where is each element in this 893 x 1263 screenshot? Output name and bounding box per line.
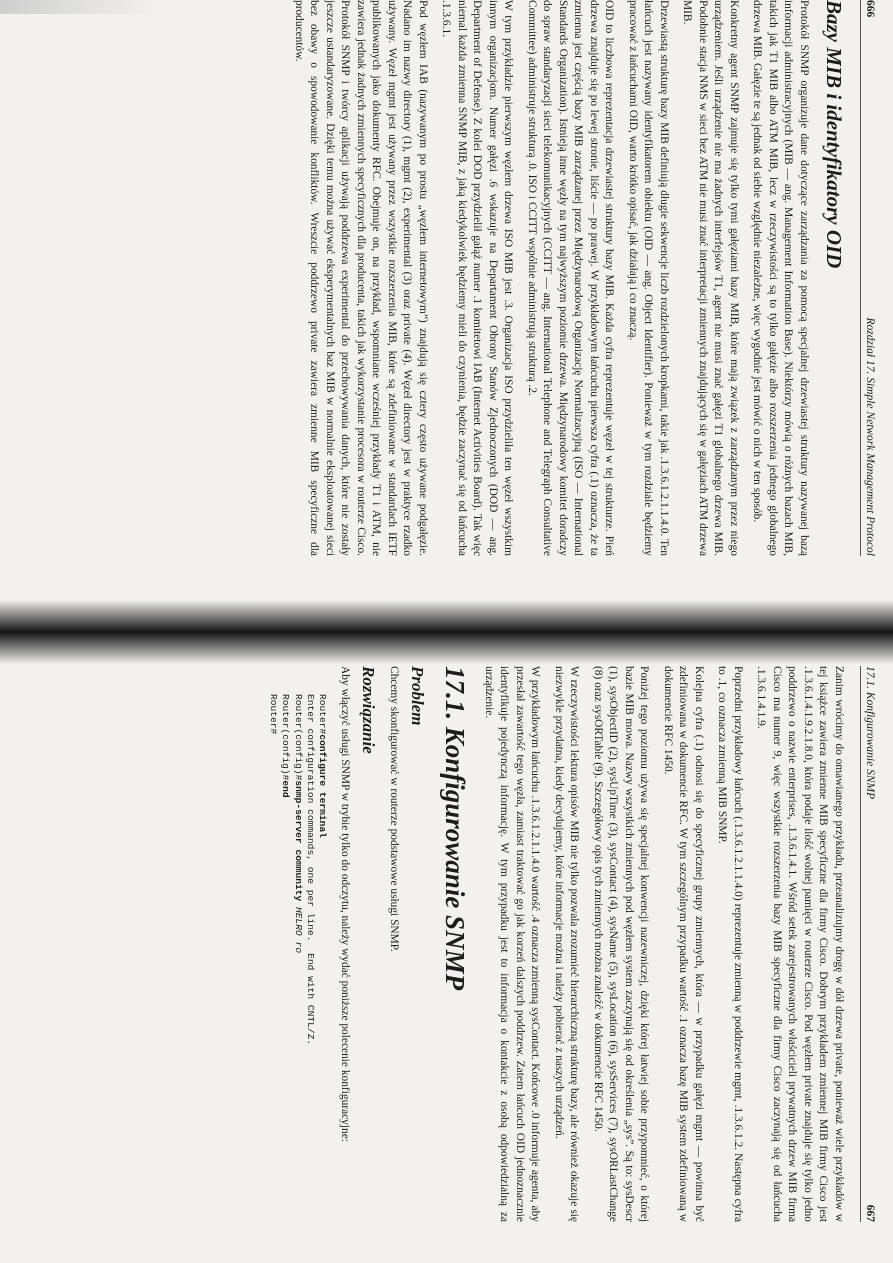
page-number: 667 <box>863 1204 876 1222</box>
code-line: Router# <box>267 694 279 735</box>
paragraph: Drzewiastą strukturę bazy MIB definiują długie sekwencje liczb rozdzielonych kropkami, takie jak .1.3.6.1.2.1.1.4.0. Ten łańcuch jest nazywany identyfikatorem obiektu (OID — ang. Object Identifier). Ponieważ w tym rozdziale będziemy pracować z łańcuchami OID, warto krótko opisać, jak działają i co znaczą. <box>626 0 670 556</box>
paragraph: Zanim wrócimy do omawianego przykładu, przeanalizujmy drogę w dół drzewa private, ponieważ wiele przykładów w tej książce zawiera zmienne MIB specyficzne dla firmy Cisco. Dobrym przykładem zmiennej MIB firmy Cisco jest .1.3.6.1.4.1.9.2.1.8.0, która podaje ilość wolnej pamięci w routerze Cisco. Pod węzłem private znajduje się tylko jedno poddrzewo o nazwie enterprises, .1.3.6.1.4.1. Wśród setek zarejestrowanych właścicieli prywatnych drzew MIB firma Cisco ma numer 9, więc wszystkie rozszerzenia bazy MIB specyficzne dla firmy Cisco zaczynają się od łańcucha .1.3.6.1.4.1.9. <box>755 666 845 1222</box>
running-header <box>860 666 876 1222</box>
page-667 <box>18 666 876 1222</box>
page-666 <box>18 0 876 556</box>
section-title: Bazy MIB i identyfikatory OID <box>821 0 846 269</box>
paragraph: Konkretny agent SNMP zajmuje się tylko tymi gałęziami bazy MIB, które mają związek z zarządzanym przez niego urządzeniem. Jeśli urządzenie nie ma żadnych interfejsów T1, agent nie musi znać gałęzi T1 globalnego drzewa MIB. Podobnie stacja NMS w sieci bez ATM nie musi znać interpretacji zmiennych znajdujących się w gałęziach ATM drzewa MIB. <box>681 0 740 556</box>
paragraph: Poprzedni przykładowy łańcuch (.1.3.6.1.2.1.1.4.0) reprezentuje zmienną w poddrzewie mgmt, .1.3.6.1.2. Następna cyfra to .1, co oznacza zmienną MIB SNMP. <box>716 666 744 1222</box>
code-listing <box>266 694 328 1222</box>
code-line: Router(config)#end <box>279 694 291 798</box>
book-gutter-shadow <box>0 600 893 664</box>
paragraph: W rzeczywistości lektura opisów MIB nie tylko pozwala zrozumieć hierarchiczną strukturę bazy, ale również okazuje się niezwykle przydatna, kiedy decydujemy, które informacje można i należy pobierać z naszych urządzeń. <box>552 666 580 1222</box>
paragraph: Protokół SNMP organizuje dane dotyczące zarządzania za pomocą specjalnej drzewiastej struktury nazywanej bazą informacji administracyjnych (MIB — ang. Management Information Base). Niektórzy mówią o różnych bazach MIB, takich jak T1 MIB albo ATM MIB, lecz w rzeczywistości są to tylko gałęzie albo rozszerzenia jednego globalnego drzewa MIB. Gałęzie te są jednak od siebie względnie niezależne, więc wygodnie jest mówić o nich w ten sposób. <box>751 0 810 556</box>
solution-text: Aby włączyć usługi SNMP w trybie tylko do odczytu, należy wydać poniższe polecenie konfiguracyjne: <box>338 666 351 1142</box>
solution-heading: Rozwiązanie <box>358 666 378 754</box>
problem-text: Chcemy skonfigurować w routerze podstawowe usługi SNMP. <box>388 666 400 952</box>
paragraph: Pod węzłem IAB (nazywanym po prostu „węzłem internetowym”) znajdują się cztery często używane podgałęzie. Nadano im nazwy directory (1), mgmt (2), experimental (3) oraz private (4). Węzeł directory jest w praktyce rzadko używany. Węzeł mgmt jest używany przez wszystkie rozszerzenia MIB, które są zdefiniowane w standardach IETF publikowanych jako dokumenty RFC. Obejmuje on, na przykład, wspomniane wcześniej przykłady T1 i ATM, nie zawiera jednak żadnych zmiennych specyficznych dla producenta, takich jak wykorzystanie procesora w routerze Cisco. Protokół SNMP i twórcy aplikacji używają poddrzewa experimental do przechowywania danych, które nie zostały jeszcze ustandaryzowane. Dzięki temu można używać eksperymentalnych baz MIB w normalnie eksploatowanej sieci bez obawy o spowodowanie konfliktów. Wreszcie poddrzewo private zawiera zmienne MIB specyficzne dla producentów. <box>292 0 429 556</box>
chapter-title: 17.1. Konfigurowanie SNMP <box>440 666 470 991</box>
page-number: 666 <box>863 0 876 18</box>
paragraph: W tym przykładzie pierwszym węzłem drzewa ISO MIB jest .3. Organizacja ISO przydzieliła ten węzeł wszystkim innym organizacjom. Numer gałęzi .6 wskazuje na Departament Obrony Stanów Zjednoczonych (DOD — ang. Department of Defense). Z kolei DOD przydzielił gałąź numer .1 komitetowi IAB (Internet Activities Board). Tak więc niemal każda zmienna SNMP MIB, z jaką kiedykolwiek będziemy mieli do czynienia, będzie zaczynać się od łańcucha .1.3.6.1. <box>440 0 514 556</box>
running-head-title: 17.1. Konfigurowanie SNMP <box>863 666 876 800</box>
code-line: Enter configuration commands, one per line. End with CNTL/Z. <box>304 694 316 1046</box>
paragraph: Kolejna cyfra (.1) odnosi się do specyficznej grupy zmiennych, która — w przypadku gałęzi mgmt — powinna być zdefiniowana w dokumencie RFC. W tym szczególnym przypadku wartość .1 oznacza bazę MIB system zdefiniowaną w dokumencie RFC 1450. <box>661 666 705 1222</box>
paragraph: OID to liczbowa reprezentacja drzewiastej struktury bazy MIB. Każda cyfra reprezentuje węzeł w tej strukturze. Pień drzewa znajduje się po lewej stronie, liście — po prawej. W przykładowym łańcuchu pierwsza cyfra (.1) oznacza, że ta zmienna jest częścią bazy MIB zarządzanej przez Międzynarodową Organizację Normalizacyjną (ISO — International Standards Organization). Istnieją inne węzły na tym najwyższym poziomie drzewa. Międzynarodowy komitet doradczy do spraw standaryzacji sieci telekomunikacyjnych (CCITT — ang. International Telephone and Telegraph Consultative Committee) administruje strukturą .0. ISO i CCITT wspólnie administrują strukturą .2. <box>525 0 615 556</box>
running-header <box>860 0 876 556</box>
code-line: Router#configure terminal <box>317 694 328 838</box>
paragraph: Poniżej tego poziomu używa się specjalnej konwencji nazewniczej, dzięki której łatwiej sobie przypomnieć, o której bazie MIB mowa. Nazwy wszystkich zmiennych pod węzłem system zaczynają się od określenia „sys”. Są to: sysDescr (1), sysObjectID (2), sysUpTime (3), sysContact (4), sysName (5), sysLocation (6), sysServices (7), sysORLastChange (8) oraz sysORTable (9). Szczegółowy opis tych zmiennych można znaleźć w dokumencie RFC 1450. <box>591 666 650 1222</box>
code-line: Router(config)#snmp-server community HELRO ro <box>292 694 304 954</box>
running-head-title: Rozdział 17. Simple Network Management Protocol <box>863 317 876 556</box>
problem-heading: Problem <box>408 666 427 726</box>
paragraph: W przykładowym łańcuchu .1.3.6.1.2.1.1.4.0 wartość .4 oznacza zmienną sysContact. Końcowe .0 informuje agenta, aby przesłał zawartość tego węzła, zamiast traktować go jak korzeń dalszych poddrzew. Zatem łańcuch OID jednoznacznie identyfikuje pojedynczą informację. W tym przypadku jest to informacja o kontakcie z osobą odpowiedzialną za urządzenie. <box>482 666 541 1222</box>
